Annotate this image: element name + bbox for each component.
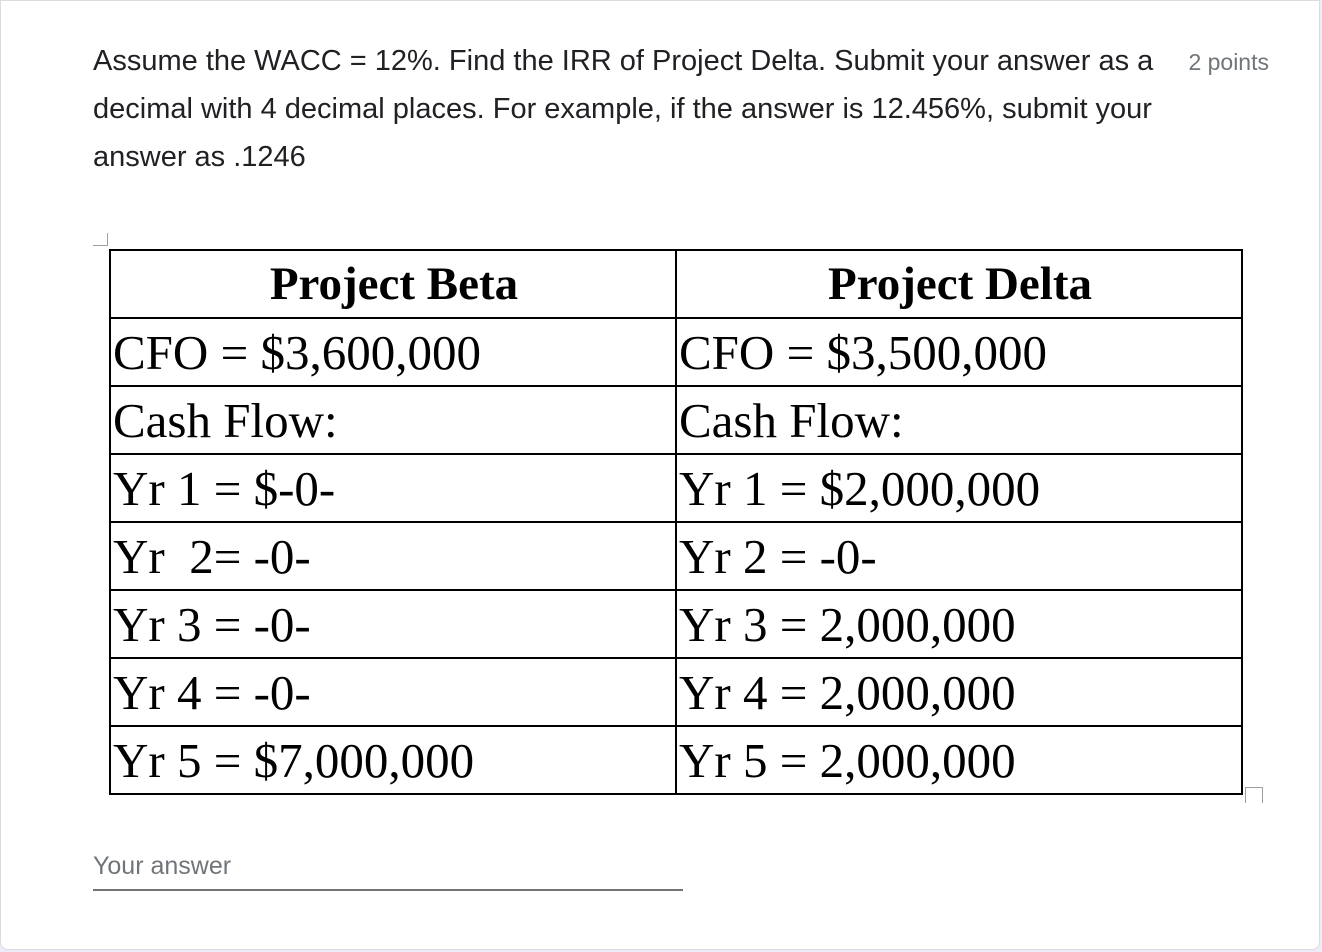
table-cell: Yr 3 = -0- xyxy=(110,590,676,658)
table-row xyxy=(110,318,1242,386)
image-resize-handle xyxy=(1245,787,1263,803)
table-row xyxy=(110,658,1242,726)
header-project-delta: Project Delta xyxy=(676,250,1242,318)
table-cell: Yr 4 = -0- xyxy=(110,658,676,726)
question-text: Assume the WACC = 12%. Find the IRR of Project Delta. Submit your answer as a decimal with 4 decimal places. For example, if the answer is 12.456%, submit your answer as .1246 xyxy=(93,45,1154,173)
table-cell: Yr 4 = 2,000,000 xyxy=(676,658,1242,726)
header-project-beta: Project Beta xyxy=(110,250,676,318)
table-cell: Yr 5 = 2,000,000 xyxy=(676,726,1242,794)
table-cell: Yr 1 = $2,000,000 xyxy=(676,454,1242,522)
cash-flow-table xyxy=(109,249,1243,795)
table-row xyxy=(110,726,1242,794)
question-image xyxy=(109,249,1243,786)
table-cell: Yr 2= -0- xyxy=(110,522,676,590)
answer-input[interactable] xyxy=(93,843,683,891)
table-cell: Yr 5 = $7,000,000 xyxy=(110,726,676,794)
table-cell: Yr 3 = 2,000,000 xyxy=(676,590,1242,658)
table-cell: Yr 1 = $-0- xyxy=(110,454,676,522)
table-cell: CFO = $3,600,000 xyxy=(110,318,676,386)
table-row xyxy=(110,454,1242,522)
table-cell: Cash Flow: xyxy=(110,386,676,454)
table-row xyxy=(110,386,1242,454)
table-row xyxy=(110,522,1242,590)
points-label: 2 points xyxy=(1188,49,1269,75)
table-cell: Cash Flow: xyxy=(676,386,1242,454)
table-header-row xyxy=(110,250,1242,318)
table-cell: Yr 2 = -0- xyxy=(676,522,1242,590)
table-cell: CFO = $3,500,000 xyxy=(676,318,1242,386)
image-anchor-icon xyxy=(93,233,108,246)
table-row xyxy=(110,590,1242,658)
